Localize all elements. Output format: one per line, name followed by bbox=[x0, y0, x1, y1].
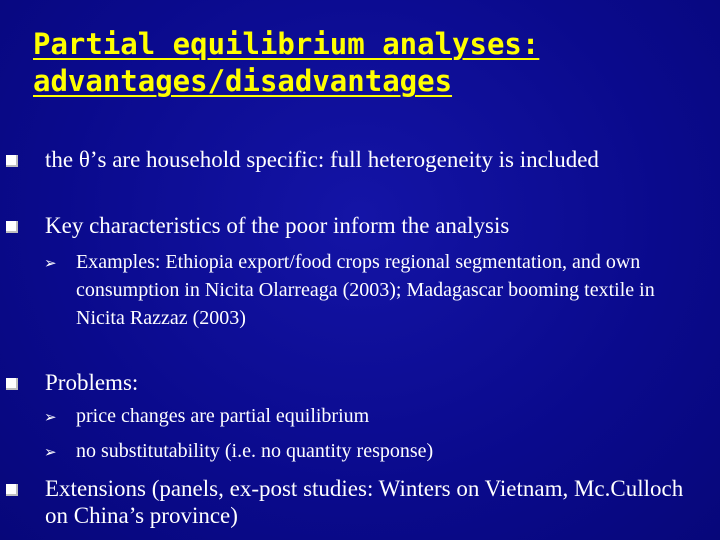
arrowhead-bullet-icon: ➢ bbox=[44, 408, 57, 426]
sub-bullet-item-3-2: no substitutability (i.e. no quantity response) bbox=[76, 440, 434, 462]
bullet-item-1: the θ’s are household specific: full heterogeneity is included bbox=[45, 147, 599, 172]
bullet-item-4: Extensions (panels, ex-post studies: Winters on Vietnam, Mc.Culloch on China’s province) bbox=[45, 476, 684, 528]
square-bullet-icon bbox=[6, 221, 18, 233]
bullet-item-2: Key characteristics of the poor inform the analysis bbox=[45, 213, 510, 238]
square-bullet-icon bbox=[6, 378, 18, 390]
square-bullet-icon bbox=[6, 155, 18, 167]
title-line-2: advantages/disadvantages bbox=[33, 64, 453, 98]
arrowhead-bullet-icon: ➢ bbox=[44, 443, 57, 461]
title-line-1: Partial equilibrium analyses: bbox=[33, 27, 540, 61]
arrowhead-bullet-icon: ➢ bbox=[44, 254, 57, 272]
square-bullet-icon bbox=[6, 484, 18, 496]
slide-title bbox=[33, 26, 703, 100]
bullet-item-3: Problems: bbox=[45, 370, 139, 395]
sub-bullet-item-2-1: Examples: Ethiopia export/food crops regional segmentation, and own consumption in Nicita Olarreaga (2003); Madagascar booming textile in Nicita Razzaz (2003) bbox=[76, 251, 655, 329]
sub-bullet-item-3-1: price changes are partial equilibrium bbox=[76, 405, 370, 427]
